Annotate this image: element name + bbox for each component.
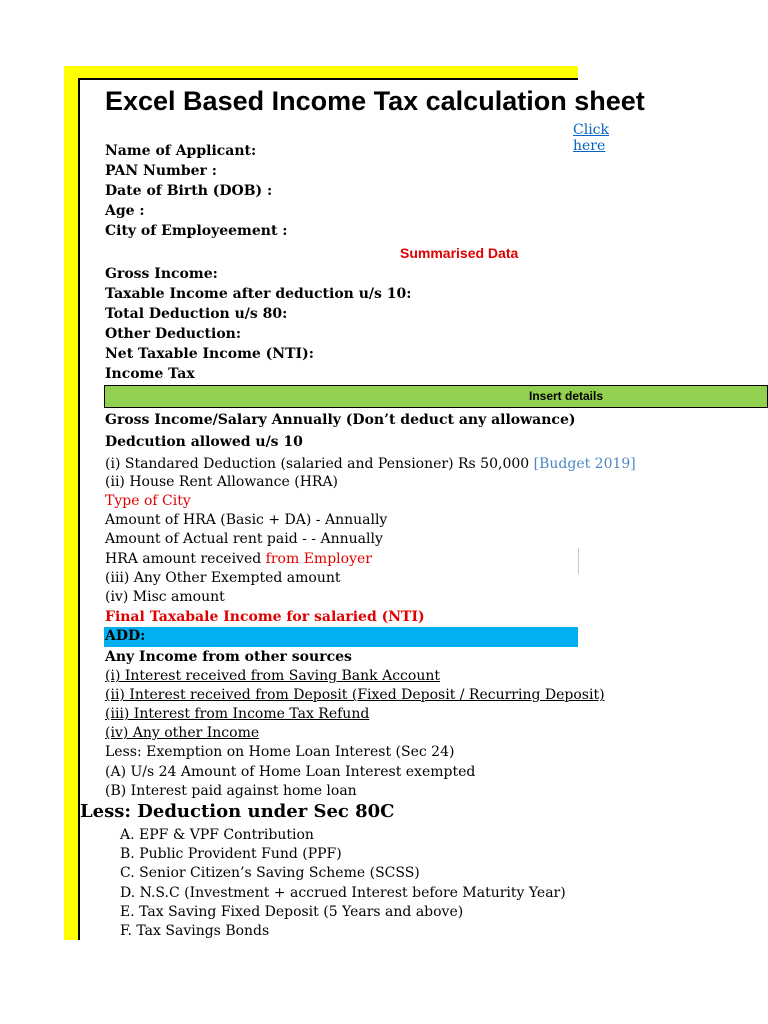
field-pan: PAN Number : xyxy=(105,163,217,179)
sec80c-item: F. Tax Savings Bonds xyxy=(120,923,270,939)
summary-deduction80: Total Deduction u/s 80: xyxy=(105,306,288,322)
other-source-item: (iv) Any other Income xyxy=(105,725,260,741)
type-of-city-label: Type of City xyxy=(105,493,191,509)
sec80c-item: A. EPF & VPF Contribution xyxy=(120,827,314,843)
summary-nti: Net Taxable Income (NTI): xyxy=(105,346,314,362)
actual-rent-label: Amount of Actual rent paid - - Annually xyxy=(105,531,383,547)
from-employer-label: from Employer xyxy=(265,551,372,567)
other-source-item: (ii) Interest received from Deposit (Fixed Deposit / Recurring Deposit) xyxy=(105,687,605,703)
insert-details-banner xyxy=(104,385,768,408)
other-sources-heading: Any Income from other sources xyxy=(105,649,352,665)
deduction10-heading: Dedcution allowed u/s 10 xyxy=(105,434,303,450)
sec80c-heading: Less: Deduction under Sec 80C xyxy=(80,801,395,822)
final-taxable-label: Final Taxabale Income for salaried (NTI) xyxy=(105,609,425,625)
summary-gross: Gross Income: xyxy=(105,266,218,282)
misc-label: (iv) Misc amount xyxy=(105,589,225,605)
gross-income-label: Gross Income/Salary Annually (Don’t deduct any allowance) xyxy=(105,412,576,428)
hra-label: (ii) House Rent Allowance (HRA) xyxy=(105,474,339,490)
amount-hra-label: Amount of HRA (Basic + DA) - Annually xyxy=(105,512,388,528)
home-loan-b: (B) Interest paid against home loan xyxy=(105,783,357,799)
summary-heading: Summarised Data xyxy=(400,245,519,261)
standard-deduction-row xyxy=(105,455,636,473)
home-loan-a: (A) U/s 24 Amount of Home Loan Interest exempted xyxy=(105,764,476,780)
home-loan-heading: Less: Exemption on Home Loan Interest (Sec 24) xyxy=(105,744,455,760)
other-source-item: (i) Interest received from Saving Bank Account xyxy=(105,668,440,684)
hra-received-row xyxy=(105,550,372,568)
summary-tax: Income Tax xyxy=(105,366,195,382)
add-banner xyxy=(104,627,578,647)
sec80c-item: D. N.S.C (Investment + accrued Interest before Maturity Year) xyxy=(120,885,566,901)
field-city: City of Employeement : xyxy=(105,223,288,239)
page-title: Excel Based Income Tax calculation sheet xyxy=(105,86,645,116)
insert-details-label: Insert details xyxy=(529,389,604,403)
other-exempted-label: (iii) Any Other Exempted amount xyxy=(105,570,341,586)
add-label: ADD: xyxy=(105,628,146,644)
summary-taxable: Taxable Income after deduction u/s 10: xyxy=(105,286,412,302)
sec80c-item: B. Public Provident Fund (PPF) xyxy=(120,846,342,862)
top-link[interactable]: Click here xyxy=(573,122,609,154)
standard-deduction-label: (i) Standared Deduction (salaried and Pensioner) Rs 50,000 xyxy=(105,456,534,472)
cell-edge xyxy=(578,548,579,574)
field-dob: Date of Birth (DOB) : xyxy=(105,183,273,199)
field-age: Age : xyxy=(105,203,145,219)
sec80c-item: E. Tax Saving Fixed Deposit (5 Years and above) xyxy=(120,904,464,920)
field-name: Name of Applicant: xyxy=(105,143,257,159)
hra-received-label: HRA amount received xyxy=(105,551,266,567)
sec80c-item: C. Senior Citizen’s Saving Scheme (SCSS) xyxy=(120,865,420,881)
summary-other: Other Deduction: xyxy=(105,326,242,342)
other-source-item: (iii) Interest from Income Tax Refund xyxy=(105,706,370,722)
budget-note: [Budget 2019] xyxy=(533,456,636,472)
